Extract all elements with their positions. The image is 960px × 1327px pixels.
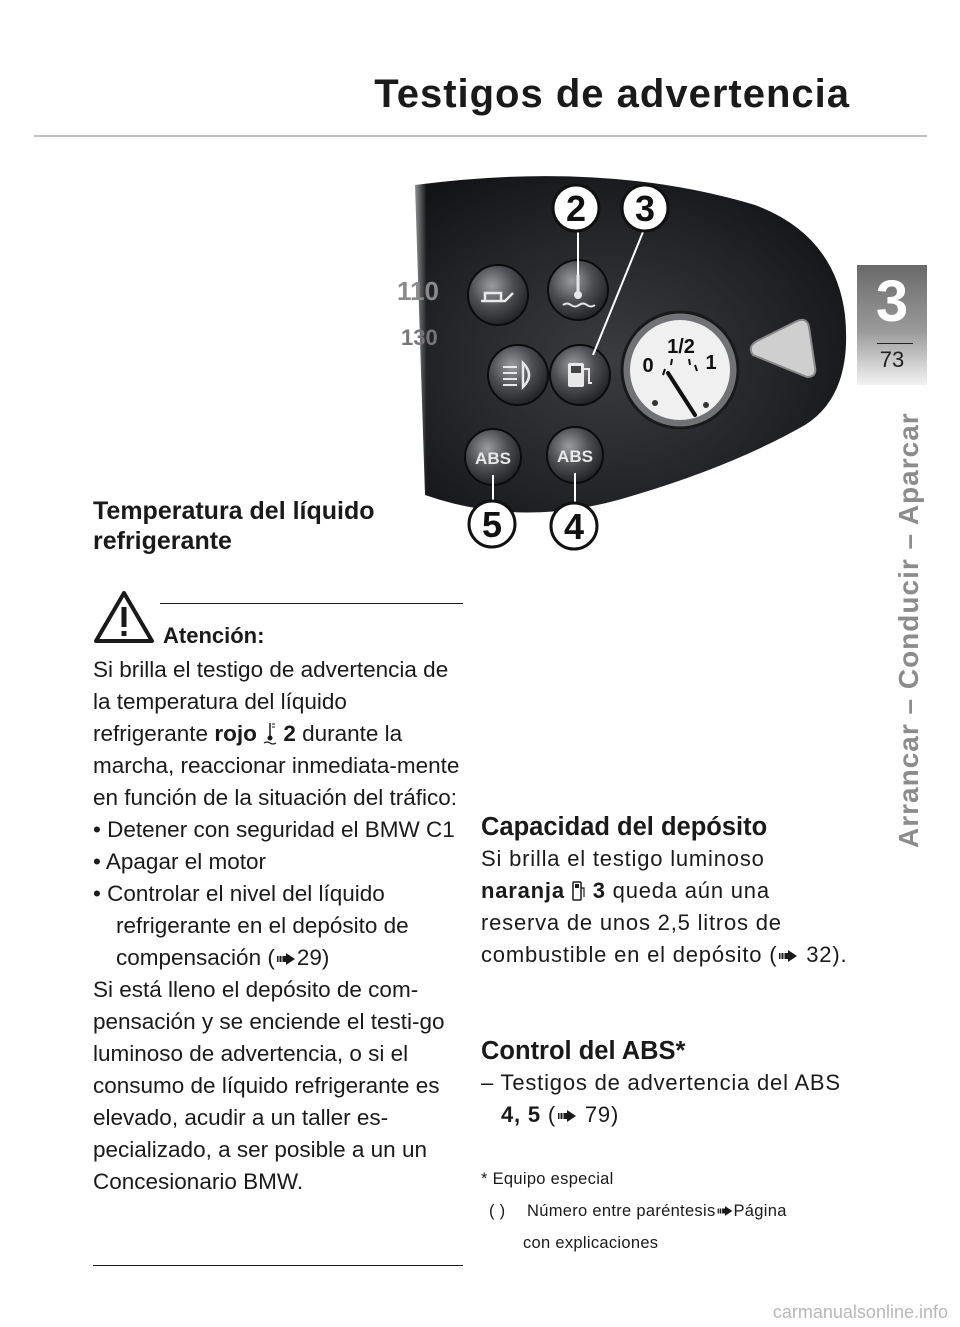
high-beam-lamp xyxy=(488,345,548,405)
coolant-warning-body xyxy=(93,654,465,1198)
fuel-pump-icon xyxy=(572,880,586,902)
oil-pressure-lamp xyxy=(468,265,528,325)
fuel-gauge-half-label: 1/2 xyxy=(667,336,695,358)
page-title: Testigos de advertencia xyxy=(374,72,850,116)
fuel-gauge xyxy=(622,312,738,428)
svg-text:4: 4 xyxy=(563,506,585,547)
coolant-paragraph-1: Si brilla el testigo de advertencia de la temperatura del líquido refrigerante rojo 2 durante la marcha, reaccionar inmediata-mente en función de la situación del tráfico: xyxy=(93,657,460,810)
svg-text:ABS: ABS xyxy=(557,447,593,466)
tank-heading: Capacidad del depósito xyxy=(481,813,768,841)
fuel-gauge-empty-label: 0 xyxy=(642,355,654,377)
coolant-temperature-icon xyxy=(263,721,277,745)
footnote xyxy=(481,1163,851,1259)
coolant-bullet-2: • Apagar el motor xyxy=(93,849,266,874)
speedo-number-130: 130 xyxy=(401,325,438,350)
chapter-number: 3 xyxy=(875,269,909,334)
watermark: carmanualsonline.info xyxy=(772,1302,948,1322)
coolant-bullet-1: • Detener con seguridad el BMW C1 xyxy=(93,817,455,842)
tank-section xyxy=(481,812,851,971)
page-arrow-icon xyxy=(777,949,799,963)
page-number: 73 xyxy=(879,347,905,372)
warning-triangle-icon xyxy=(93,590,155,644)
warning-bottom-rule xyxy=(93,1265,463,1266)
coolant-paragraph-2: Si está lleno el depósito de com-pensación y se enciende el testi-go luminoso de advertencia, o si el consumo de líquido refrigerante es elevado, acudir a un taller es-pecializado, a ser posible a un un Concesionario BMW. xyxy=(93,977,445,1194)
coolant-bullet-3: • Controlar el nivel del líquido refrigerante en el depósito de compensación ( 29) xyxy=(93,881,409,970)
footnote-legend-continued: con explicaciones xyxy=(523,1234,659,1252)
callout-3 xyxy=(622,185,668,231)
callout-2 xyxy=(553,185,599,231)
svg-text:3: 3 xyxy=(634,188,656,229)
instrument-cluster-figure xyxy=(397,165,855,560)
fuel-reserve-lamp xyxy=(550,345,610,405)
page-arrow-icon xyxy=(556,1109,578,1123)
footnote-special-equipment: * Equipo especial xyxy=(481,1170,614,1188)
coolant-heading: Temperatura del líquido refrigerante xyxy=(93,497,375,555)
svg-text:2: 2 xyxy=(565,188,587,229)
chapter-tab xyxy=(857,265,927,385)
callout-5 xyxy=(469,501,515,547)
abs-section xyxy=(481,1036,851,1131)
section-side-title: Arrancar – Conducir – Aparcar xyxy=(893,412,924,848)
title-divider xyxy=(34,135,927,137)
footnote-legend: ( ) Número entre paréntesis Página xyxy=(489,1202,787,1220)
speedo-number-110: 110 xyxy=(397,276,439,306)
tank-paragraph: Si brilla el testigo luminoso naranja 3 queda aún una reserva de unos 2,5 litros de combustible en el depósito ( 32). xyxy=(481,846,848,967)
fuel-gauge-full-label: 1 xyxy=(705,352,717,374)
callout-4 xyxy=(551,503,597,549)
chapter-tab-divider xyxy=(877,343,913,344)
abs-heading: Control del ABS* xyxy=(481,1037,686,1065)
page-arrow-icon xyxy=(275,952,297,966)
svg-text:ABS: ABS xyxy=(475,449,511,468)
page-arrow-icon xyxy=(716,1205,734,1217)
abs-item: – Testigos de advertencia del ABS 4, 5 ( 79) xyxy=(481,1070,841,1127)
warning-top-rule xyxy=(160,603,463,604)
warning-title: Atención: xyxy=(163,623,265,648)
svg-text:5: 5 xyxy=(481,504,503,545)
